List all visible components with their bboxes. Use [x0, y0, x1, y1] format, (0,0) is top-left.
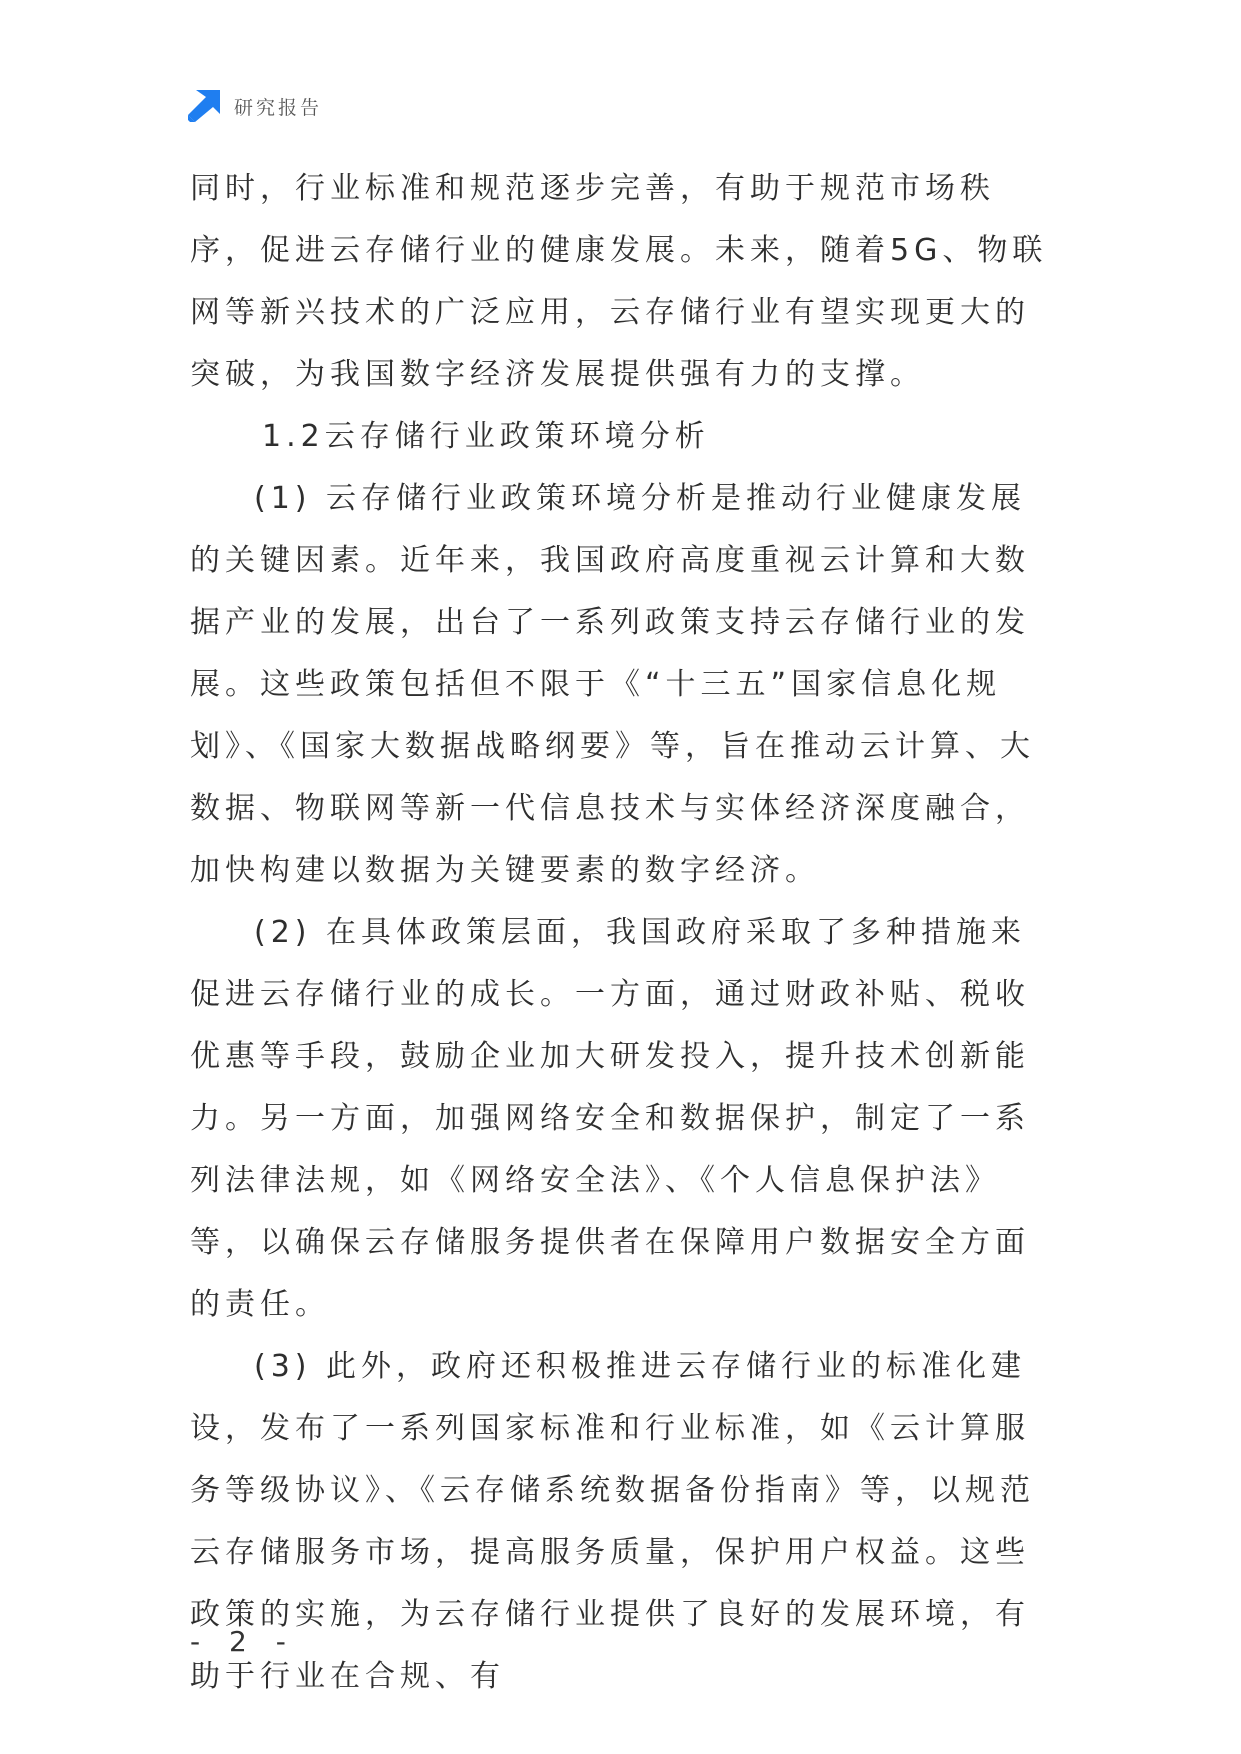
section-heading: 1.2云存储行业政策环境分析 [262, 419, 710, 454]
paragraph-3: (3) 此外，政府还积极推进云存储行业的标准化建设，发布了一系列国家标准和行业标准，如《云计算服务等级协议》、《云存储系统数据备份指南》等，以规范云存储服务市场，提高服务质量，保护用户权益。这些政策的实施，为云存储行业提供了良好的发展环境，有助于行业在合规、有 [190, 1349, 1035, 1694]
paragraph-continuation: 同时，行业标准和规范逐步完善，有助于规范市场秩序，促进云存储行业的健康发展。未来，随着5G、物联网等新兴技术的广泛应用，云存储行业有望实现更大的突破，为我国数字经济发展提供强有力的支撑。 [190, 171, 1048, 392]
paragraph-1: (1) 云存储行业政策环境分析是推动行业健康发展的关键因素。近年来，我国政府高度重视云计算和大数据产业的发展，出台了一系列政策支持云存储行业的发展。这些政策包括但不限于《“十三五”国家信息化规划》、《国家大数据战略纲要》等，旨在推动云计算、大数据、物联网等新一代信息技术与实体经济深度融合，加快构建以数据为关键要素的数字经济。 [190, 481, 1035, 888]
document-header [188, 90, 322, 122]
document-body [190, 158, 1056, 1708]
arrow-up-right-icon [188, 90, 220, 122]
header-title: 研究报告 [234, 96, 323, 119]
paragraph-2: (2) 在具体政策层面，我国政府采取了多种措施来促进云存储行业的成长。一方面，通过财政补贴、税收优惠等手段，鼓励企业加大研发投入，提升技术创新能力。另一方面，加强网络安全和数据保护，制定了一系列法律法规，如《网络安全法》、《个人信息保护法》等，以确保云存储服务提供者在保障用户数据安全方面的责任。 [190, 915, 1030, 1322]
page-number: - 2 - [190, 1625, 296, 1658]
